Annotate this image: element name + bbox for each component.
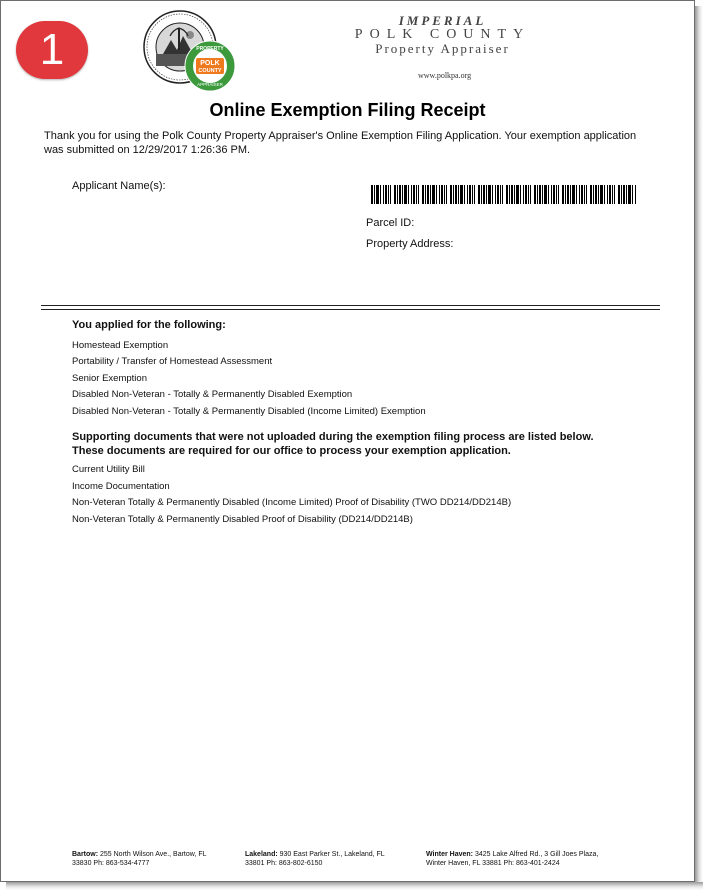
footer-address-line-1: 3425 Lake Alfred Rd., 3 Gill Joes Plaza,: [473, 851, 599, 858]
logo-bottom-text: APPRAISER: [197, 82, 223, 87]
masthead: [320, 14, 565, 56]
support-item: Non-Veteran Totally & Permanently Disabled Proof of Disability (DD214/DD214B): [72, 514, 413, 525]
footer-winter-haven: [426, 851, 598, 869]
footer-address-line-1: 930 East Parker St., Lakeland, FL: [277, 851, 385, 858]
polk-county-logo-icon: [184, 40, 236, 92]
parcel-id-label: Parcel ID:: [366, 217, 415, 229]
applied-item: Disabled Non-Veteran - Totally & Permanently Disabled Exemption: [72, 389, 353, 400]
logo-word-1: POLK: [200, 60, 220, 67]
applicant-name-label: Applicant Name(s):: [72, 180, 166, 192]
footer-city: Bartow:: [72, 851, 99, 858]
footer-address-line-2: 33801 Ph: 863-802-6150: [245, 859, 323, 867]
page-shadow-right: [695, 6, 703, 890]
footer-address-line-2: 33830 Ph: 863-534-4777: [72, 859, 150, 867]
masthead-line-2: POLK COUNTY: [354, 27, 531, 42]
support-item: Current Utility Bill: [72, 464, 145, 475]
support-item: Income Documentation: [72, 481, 170, 492]
page-number-badge: 1: [16, 21, 88, 79]
applied-item: Portability / Transfer of Homestead Assessment: [72, 356, 273, 367]
footer-bartow: [72, 851, 206, 869]
page-shadow-bottom: [6, 882, 703, 890]
intro-paragraph: Thank you for using the Polk County Property Appraiser's Online Exemption Filing Application. Your exemption application was submitted on 12/29/2017 1:26:36 PM.: [44, 130, 637, 156]
footer-address-line-1: 255 North Wilson Ave., Bartow, FL: [98, 851, 207, 858]
supporting-documents-heading: Supporting documents that were not uploaded during the exemption filing process are listed below. These documents are required for our office to process your exemption application.: [72, 431, 594, 457]
footer-address-line-2: Winter Haven, FL 33881 Ph: 863-401-2424: [426, 859, 560, 867]
footer-city: Lakeland:: [245, 851, 278, 858]
barcode-icon: [371, 185, 637, 204]
masthead-line-1: IMPERIAL: [398, 13, 487, 28]
divider-line-bottom: [41, 309, 660, 310]
divider-line-top: [41, 305, 660, 306]
support-item: Non-Veteran Totally & Permanently Disabled (Income Limited) Proof of Disability (TWO DD214/DD214B): [72, 497, 512, 508]
masthead-line-3: Property Appraiser: [375, 41, 510, 56]
property-address-label: Property Address:: [366, 238, 454, 250]
applied-heading: You applied for the following:: [72, 319, 226, 331]
applied-item: Senior Exemption: [72, 373, 147, 384]
document-title: Online Exemption Filing Receipt: [209, 100, 486, 120]
website-text: www.polkpa.org: [418, 71, 472, 80]
footer-lakeland: [245, 851, 385, 869]
applied-item: Homestead Exemption: [72, 340, 169, 351]
logo-word-2: COUNTY: [198, 68, 222, 74]
footer-city: Winter Haven:: [426, 851, 474, 858]
logo-top-text: PROPERTY: [196, 46, 224, 52]
applied-item: Disabled Non-Veteran - Totally & Permanently Disabled (Income Limited) Exemption: [72, 406, 426, 417]
